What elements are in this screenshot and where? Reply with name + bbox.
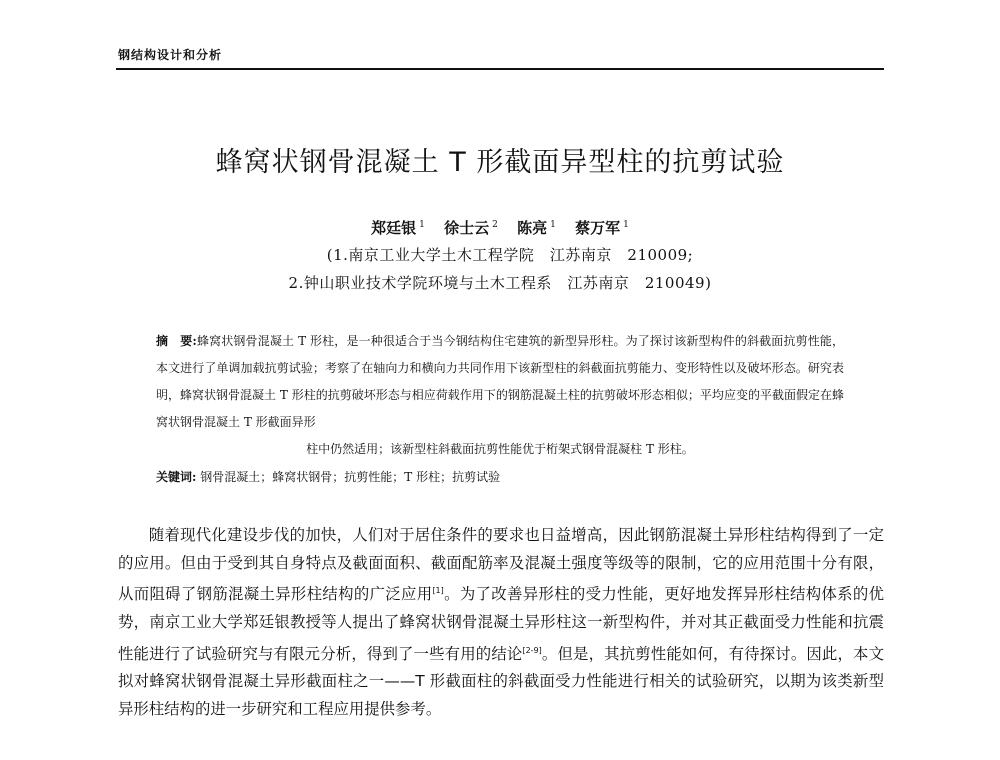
affiliation-line-2: 2.钟山职业技术学院环境与土木工程系 江苏南京 210049): [288, 274, 712, 292]
abstract-body: [156, 328, 844, 436]
abstract-label: 摘 要:: [156, 334, 197, 348]
author: 郑廷银 $^1$: [371, 219, 425, 237]
paper-title: 蜂窝状钢骨混凝土 T 形截面异型柱的抗剪试验: [215, 147, 785, 178]
citation-ref-1: [1]: [432, 586, 444, 596]
keywords: [156, 468, 856, 485]
author-list: [0, 217, 1000, 238]
body-text-part-2: 。为了改善异形柱的受力性能，更好地发挥异形柱结构体系的优势，南京工业大学郑廷银教授等人提出了蜂窝状钢骨混凝土异形柱这一新型构件，并对其正截面受力性能和抗震性能进行了试验研究与有限元分析，得到了一些有用的结论: [118, 585, 884, 663]
body-paragraph: [118, 522, 884, 723]
abstract: [156, 328, 844, 463]
abstract-last-line: 柱中仍然适用；该新型柱斜截面抗剪性能优于桁架式钢骨混凝柱 T 形柱。: [306, 442, 694, 456]
header-rule: [116, 68, 884, 70]
author: 徐士云 $^2$: [444, 219, 498, 237]
author: 蔡万军 $^1$: [575, 219, 629, 237]
keywords-text: 钢骨混凝土；蜂窝状钢骨；抗剪性能；T 形柱；抗剪试验: [200, 470, 501, 484]
author: 陈亮 $^1$: [517, 219, 556, 237]
citation-ref-2: [2-9]: [522, 645, 542, 655]
abstract-text: 蜂窝状钢骨混凝土 T 形柱，是一种很适合于当今钢结构住宅建筑的新型异形柱。为了探讨该新型构件的斜截面抗剪性能，本文进行了单调加载抗剪试验；考察了在轴向力和横向力共同作用下该新型柱的斜截面抗剪能力、变形特性以及破坏形态。研究表明，蜂窝状钢骨混凝土 T 形柱的抗剪破坏形态与相应荷载作用下的钢筋混凝土柱的抗剪破坏形态相似；平均应变的平截面假定在蜂窝状钢骨混凝土 T 形截面异形: [156, 334, 845, 429]
body-text-part-1: 随着现代化建设步伐的加快，人们对于居住条件的要求也日益增高，因此钢筋混凝土异形柱结构得到了一定的应用。但由于受到其自身特点及截面面积、截面配筋率及混凝土强度等级等的限制，它的应用范围十分有限，从而阻碍了钢筋混凝土异形柱结构的广泛应用: [118, 526, 884, 604]
body-text-part-3: 。但是，其抗剪性能如何，有待探讨。因此，本文拟对蜂窝状钢骨混凝土异形截面柱之一——T 形截面柱的斜截面受力性能进行相关的试验研究，以期为该类新型异形柱结构的进一步研究和工程应用提供参考。: [118, 644, 884, 718]
running-header: 钢结构设计和分析: [118, 48, 223, 62]
keywords-label: 关键词:: [156, 470, 197, 484]
affiliation-line-1: (1.南京工业大学土木工程学院 江苏南京 210009;: [326, 246, 694, 264]
